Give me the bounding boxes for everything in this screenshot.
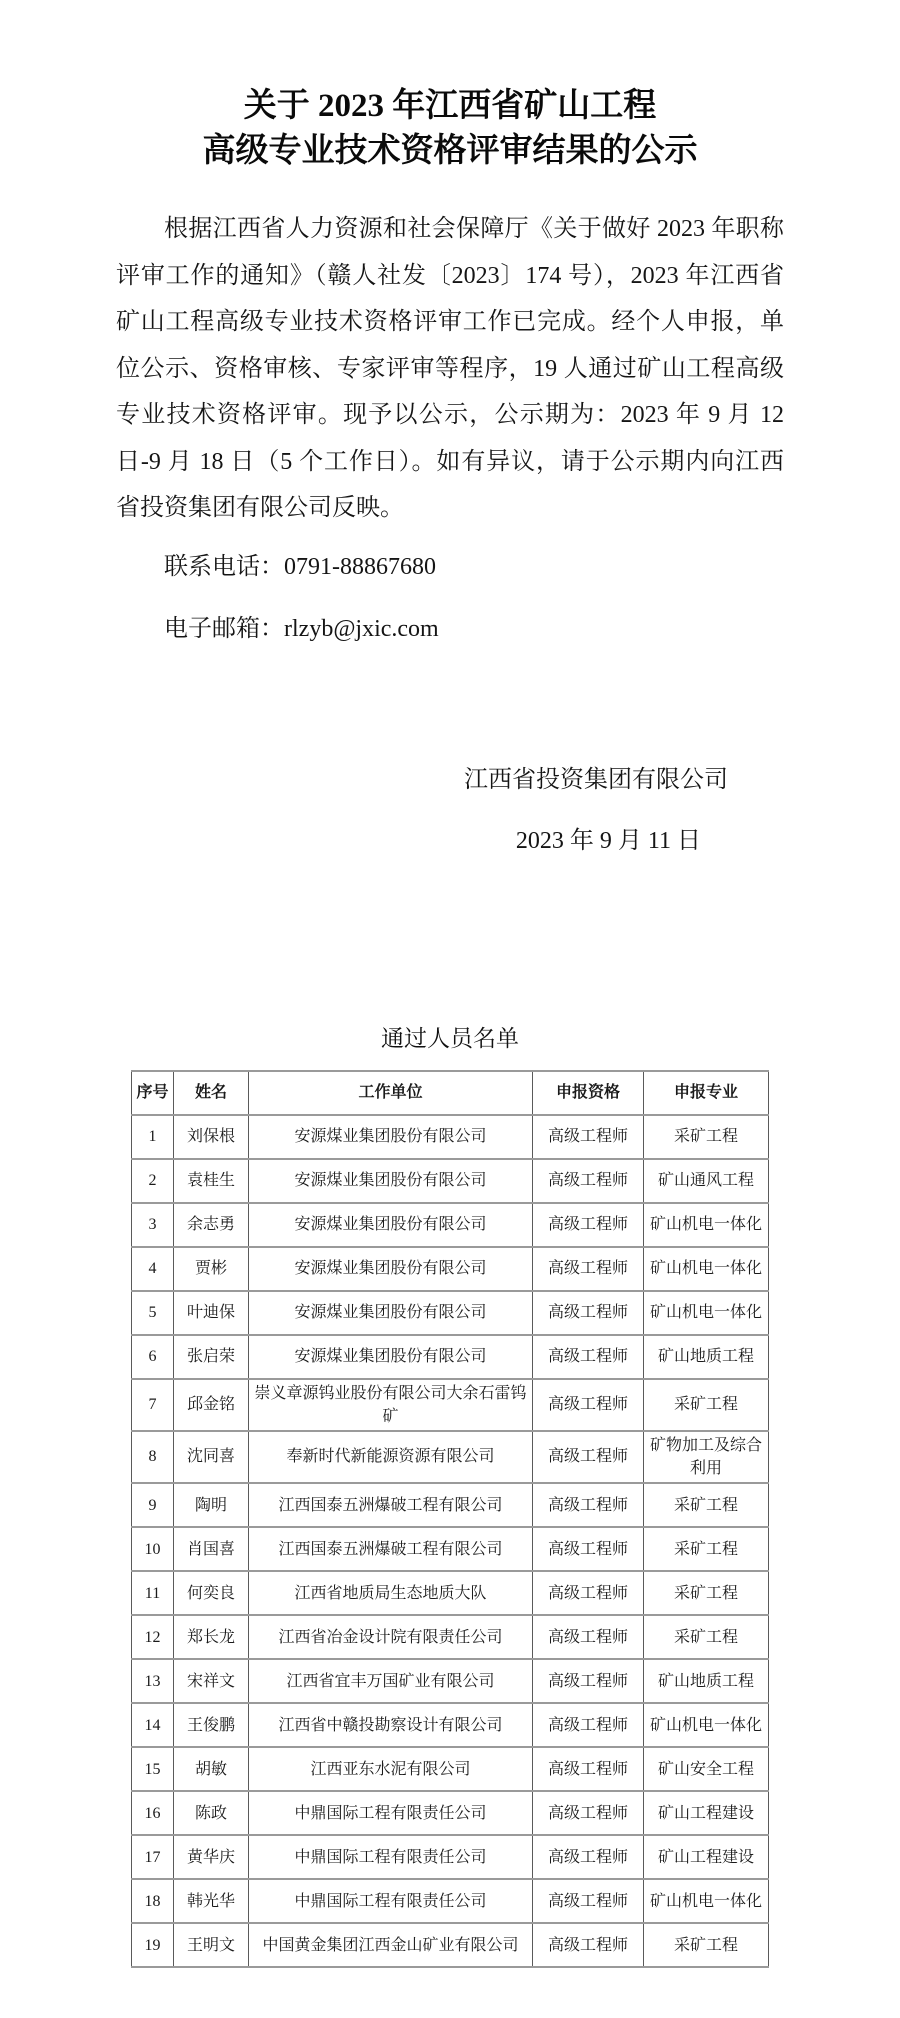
cell-qualification: 高级工程师 — [533, 1159, 644, 1203]
cell-seq: 16 — [132, 1791, 174, 1835]
cell-specialty: 矿山地质工程 — [644, 1659, 769, 1703]
cell-name: 余志勇 — [174, 1203, 249, 1247]
table-row — [132, 1747, 769, 1791]
cell-name: 肖国喜 — [174, 1527, 249, 1571]
cell-unit: 江西国泰五洲爆破工程有限公司 — [249, 1527, 533, 1571]
cell-unit: 奉新时代新能源资源有限公司 — [249, 1431, 533, 1483]
cell-specialty: 采矿工程 — [644, 1115, 769, 1159]
cell-unit: 安源煤业集团股份有限公司 — [249, 1335, 533, 1379]
contact-email-value: rlzyb@jxic.com — [284, 615, 439, 642]
cell-unit: 江西国泰五洲爆破工程有限公司 — [249, 1483, 533, 1527]
cell-seq: 10 — [132, 1527, 174, 1571]
contact-email — [164, 606, 900, 653]
paragraph-line: 位公示、资格审核、专家评审等程序，19 人通过矿山工程高级 — [116, 355, 784, 382]
cell-seq: 8 — [132, 1431, 174, 1483]
cell-name: 邱金铭 — [174, 1379, 249, 1431]
cell-specialty: 矿山工程建设 — [644, 1791, 769, 1835]
cell-name: 王俊鹏 — [174, 1703, 249, 1747]
cell-qualification: 高级工程师 — [533, 1747, 644, 1791]
personnel-table-body — [132, 1115, 769, 1968]
cell-name: 王明文 — [174, 1923, 249, 1967]
cell-unit: 崇义章源钨业股份有限公司大余石雷钨矿 — [249, 1379, 533, 1431]
contact-phone-label: 联系电话： — [164, 553, 284, 580]
cell-qualification: 高级工程师 — [533, 1247, 644, 1291]
table-row — [132, 1379, 769, 1431]
cell-seq: 19 — [132, 1923, 174, 1967]
paragraph-line: 根据江西省人力资源和社会保障厅《关于做好 2023 年职称 — [164, 216, 784, 242]
cell-name: 张启荣 — [174, 1335, 249, 1379]
body-paragraph — [116, 206, 784, 532]
cell-name: 胡敏 — [174, 1747, 249, 1791]
cell-unit: 安源煤业集团股份有限公司 — [249, 1115, 533, 1159]
header-cell-name: 姓名 — [174, 1071, 249, 1115]
cell-specialty: 矿山通风工程 — [644, 1159, 769, 1203]
cell-specialty: 采矿工程 — [644, 1615, 769, 1659]
cell-seq: 6 — [132, 1335, 174, 1379]
cell-specialty: 矿山机电一体化 — [644, 1703, 769, 1747]
table-row — [132, 1159, 769, 1203]
cell-unit: 江西省中赣投勘察设计有限公司 — [249, 1703, 533, 1747]
cell-unit: 江西省地质局生态地质大队 — [249, 1571, 533, 1615]
cell-specialty: 采矿工程 — [644, 1483, 769, 1527]
paragraph-line: 省投资集团有限公司反映。 — [116, 495, 404, 521]
cell-qualification: 高级工程师 — [533, 1431, 644, 1483]
cell-seq: 14 — [132, 1703, 174, 1747]
cell-specialty: 采矿工程 — [644, 1571, 769, 1615]
table-row — [132, 1703, 769, 1747]
cell-qualification: 高级工程师 — [533, 1703, 644, 1747]
cell-unit: 安源煤业集团股份有限公司 — [249, 1159, 533, 1203]
table-row — [132, 1115, 769, 1159]
cell-qualification: 高级工程师 — [533, 1483, 644, 1527]
header-cell-unit: 工作单位 — [249, 1071, 533, 1115]
table-row — [132, 1835, 769, 1879]
cell-specialty: 矿山机电一体化 — [644, 1879, 769, 1923]
cell-seq: 5 — [132, 1291, 174, 1335]
cell-seq: 15 — [132, 1747, 174, 1791]
cell-seq: 13 — [132, 1659, 174, 1703]
cell-seq: 18 — [132, 1879, 174, 1923]
table-row — [132, 1571, 769, 1615]
cell-seq: 1 — [132, 1115, 174, 1159]
cell-specialty: 矿山机电一体化 — [644, 1247, 769, 1291]
table-row — [132, 1483, 769, 1527]
cell-name: 宋祥文 — [174, 1659, 249, 1703]
cell-unit: 中鼎国际工程有限责任公司 — [249, 1879, 533, 1923]
cell-name: 陈政 — [174, 1791, 249, 1835]
cell-unit: 中鼎国际工程有限责任公司 — [249, 1835, 533, 1879]
paragraph-line: 日-9 月 18 日（5 个工作日）。如有异议，请于公示期内向江西 — [116, 448, 784, 475]
paragraph-line: 矿山工程高级专业技术资格评审工作已完成。经个人申报，单 — [116, 309, 784, 335]
cell-qualification: 高级工程师 — [533, 1615, 644, 1659]
table-row — [132, 1659, 769, 1703]
cell-name: 贾彬 — [174, 1247, 249, 1291]
table-row — [132, 1879, 769, 1923]
cell-qualification: 高级工程师 — [533, 1379, 644, 1431]
personnel-table — [131, 1070, 769, 1969]
cell-qualification: 高级工程师 — [533, 1203, 644, 1247]
document-title-line2: 高级专业技术资格评审结果的公示 — [202, 133, 698, 169]
cell-qualification: 高级工程师 — [533, 1879, 644, 1923]
cell-qualification: 高级工程师 — [533, 1527, 644, 1571]
document-title-line1: 关于 2023 年江西省矿山工程 — [243, 88, 657, 124]
cell-seq: 2 — [132, 1159, 174, 1203]
issuer-name: 江西省投资集团有限公司 — [464, 766, 728, 793]
cell-unit: 江西省宜丰万国矿业有限公司 — [249, 1659, 533, 1703]
table-row — [132, 1791, 769, 1835]
cell-seq: 4 — [132, 1247, 174, 1291]
table-row — [132, 1291, 769, 1335]
cell-specialty: 矿物加工及综合利用 — [644, 1431, 769, 1483]
cell-seq: 11 — [132, 1571, 174, 1615]
header-cell-qualification: 申报资格 — [533, 1071, 644, 1115]
cell-name: 韩光华 — [174, 1879, 249, 1923]
document-title — [0, 0, 900, 174]
cell-qualification: 高级工程师 — [533, 1659, 644, 1703]
table-row — [132, 1431, 769, 1483]
cell-seq: 12 — [132, 1615, 174, 1659]
contact-phone-value: 0791-88867680 — [284, 553, 436, 580]
cell-specialty: 矿山机电一体化 — [644, 1203, 769, 1247]
cell-qualification: 高级工程师 — [533, 1923, 644, 1967]
cell-unit: 安源煤业集团股份有限公司 — [249, 1203, 533, 1247]
table-row — [132, 1203, 769, 1247]
cell-qualification: 高级工程师 — [533, 1291, 644, 1335]
cell-name: 何奕良 — [174, 1571, 249, 1615]
table-row — [132, 1615, 769, 1659]
cell-qualification: 高级工程师 — [533, 1115, 644, 1159]
cell-name: 陶明 — [174, 1483, 249, 1527]
cell-unit: 安源煤业集团股份有限公司 — [249, 1247, 533, 1291]
cell-qualification: 高级工程师 — [533, 1571, 644, 1615]
contact-email-label: 电子邮箱： — [164, 615, 284, 642]
cell-qualification: 高级工程师 — [533, 1835, 644, 1879]
cell-seq: 17 — [132, 1835, 174, 1879]
cell-specialty: 矿山机电一体化 — [644, 1291, 769, 1335]
cell-unit: 安源煤业集团股份有限公司 — [249, 1291, 533, 1335]
cell-qualification: 高级工程师 — [533, 1335, 644, 1379]
roster-title: 通过人员名单 — [381, 1025, 519, 1051]
cell-name: 沈同喜 — [174, 1431, 249, 1483]
table-row — [132, 1527, 769, 1571]
cell-specialty: 采矿工程 — [644, 1923, 769, 1967]
cell-seq: 9 — [132, 1483, 174, 1527]
header-cell-seq: 序号 — [132, 1071, 174, 1115]
cell-specialty: 矿山安全工程 — [644, 1747, 769, 1791]
cell-specialty: 采矿工程 — [644, 1527, 769, 1571]
cell-seq: 7 — [132, 1379, 174, 1431]
cell-name: 叶迪保 — [174, 1291, 249, 1335]
cell-seq: 3 — [132, 1203, 174, 1247]
table-row — [132, 1335, 769, 1379]
cell-unit: 江西亚东水泥有限公司 — [249, 1747, 533, 1791]
cell-specialty: 采矿工程 — [644, 1379, 769, 1431]
table-header-row — [132, 1071, 769, 1115]
paragraph-line: 专业技术资格评审。现予以公示，公示期为：2023 年 9 月 12 — [116, 402, 784, 428]
table-row — [132, 1247, 769, 1291]
cell-specialty: 矿山工程建设 — [644, 1835, 769, 1879]
cell-qualification: 高级工程师 — [533, 1791, 644, 1835]
header-cell-specialty: 申报专业 — [644, 1071, 769, 1115]
cell-unit: 江西省冶金设计院有限责任公司 — [249, 1615, 533, 1659]
cell-name: 郑长龙 — [174, 1615, 249, 1659]
table-row — [132, 1923, 769, 1967]
paragraph-line: 评审工作的通知》（赣人社发〔2023〕174 号），2023 年江西省 — [116, 262, 784, 289]
cell-unit: 中国黄金集团江西金山矿业有限公司 — [249, 1923, 533, 1967]
cell-unit: 中鼎国际工程有限责任公司 — [249, 1791, 533, 1835]
cell-name: 黄华庆 — [174, 1835, 249, 1879]
contact-phone — [164, 544, 900, 591]
cell-name: 刘保根 — [174, 1115, 249, 1159]
issue-date: 2023 年 9 月 11 日 — [515, 827, 701, 854]
cell-specialty: 矿山地质工程 — [644, 1335, 769, 1379]
cell-name: 袁桂生 — [174, 1159, 249, 1203]
